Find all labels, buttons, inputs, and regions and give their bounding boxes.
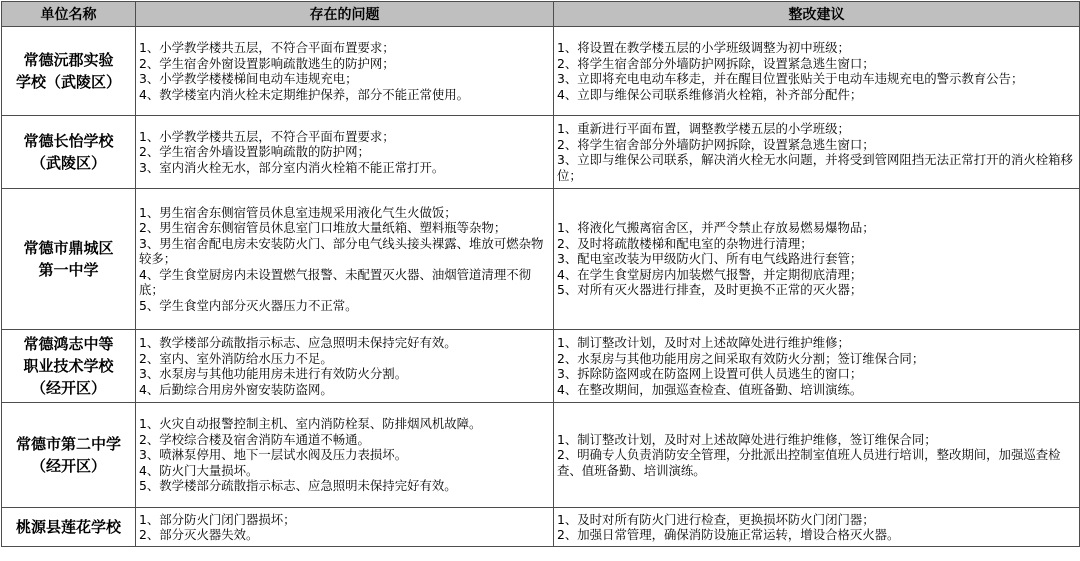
rectification-table (1, 1, 1080, 547)
table-row (2, 403, 1080, 508)
unit-name: 常德长怡学校 （武陵区） (2, 116, 136, 189)
table-row (2, 330, 1080, 403)
suggestions-cell: 1、重新进行平面布置，调整教学楼五层的小学班级； 2、将学生宿舍部分外墙防护网拆除，设置紧急逃生窗口； 3、立即与维保公司联系，解决消火栓无水问题，并将受到管网阻挡无法正常打开的消火栓箱移位； (554, 116, 1080, 189)
unit-name: 桃源县莲花学校 (2, 508, 136, 547)
unit-name: 常德市鼎城区 第一中学 (2, 189, 136, 330)
problems-cell: 1、部分防火门闭门器损坏； 2、部分灭火器失效。 (136, 508, 554, 547)
problems-cell: 1、男生宿舍东侧宿管员休息室违规采用液化气生火做饭； 2、男生宿舍东侧宿管员休息室门口堆放大量纸箱、塑料瓶等杂物； 3、男生宿舍配电房未安装防火门、部分电气线头接头裸露、堆放可燃杂物较多； 4、学生食堂厨房内未设置燃气报警、未配置灭火器、油烟管道清理不彻底； 5、学生食堂内部分灭火器压力不正常。 (136, 189, 554, 330)
header-unit: 单位名称 (2, 2, 136, 27)
table-row (2, 116, 1080, 189)
problems-cell: 1、小学教学楼共五层，不符合平面布置要求； 2、学生宿舍外窗设置影响疏散逃生的防护网； 3、小学教学楼楼梯间电动车违规充电； 4、教学楼室内消火栓未定期维护保养，部分不能正常使用。 (136, 27, 554, 116)
table-row (2, 189, 1080, 330)
suggestions-cell: 1、将液化气搬离宿舍区，并严令禁止存放易燃易爆物品； 2、及时将疏散楼梯和配电室的杂物进行清理； 3、配电室改装为甲级防火门、所有电气线路进行套管； 4、在学生食堂厨房内加装燃气报警，并定期彻底清理； 5、对所有灭火器进行排查，及时更换不正常的灭火器； (554, 189, 1080, 330)
table-row (2, 27, 1080, 116)
header-row (2, 2, 1080, 27)
suggestions-cell: 1、及时对所有防火门进行检查，更换损坏防火门闭门器； 2、加强日常管理，确保消防设施正常运转，增设合格灭火器。 (554, 508, 1080, 547)
problems-cell: 1、火灾自动报警控制主机、室内消防栓泵、防排烟风机故障。 2、学校综合楼及宿舍消防车通道不畅通。 3、喷淋泵停用、地下一层试水阀及压力表损坏。 4、防火门大量损坏。 5、教学楼部分疏散指示标志、应急照明未保持完好有效。 (136, 403, 554, 508)
suggestions-cell: 1、将设置在教学楼五层的小学班级调整为初中班级； 2、将学生宿舍部分外墙防护网拆除，设置紧急逃生窗口； 3、立即将充电电动车移走，并在醒目位置张贴关于电动车违规充电的警示教育公告； 4、立即与维保公司联系维修消火栓箱，补齐部分配件； (554, 27, 1080, 116)
header-suggestions: 整改建议 (554, 2, 1080, 27)
table-row (2, 508, 1080, 547)
problems-cell: 1、教学楼部分疏散指示标志、应急照明未保持完好有效。 2、室内、室外消防给水压力不足。 3、水泵房与其他功能用房未进行有效防火分割。 4、后勤综合用房外窗安装防盗网。 (136, 330, 554, 403)
unit-name: 常德市第二中学 （经开区） (2, 403, 136, 508)
suggestions-cell: 1、制订整改计划，及时对上述故障处进行维护维修； 2、水泵房与其他功能用房之间采取有效防火分割；签订维保合同； 3、拆除防盗网或在防盗网上设置可供人员逃生的窗口； 4、在整改期间，加强巡查检查、值班备勤、培训演练。 (554, 330, 1080, 403)
problems-cell: 1、小学教学楼共五层，不符合平面布置要求； 2、学生宿舍外墙设置影响疏散的防护网； 3、室内消火栓无水，部分室内消火栓箱不能正常打开。 (136, 116, 554, 189)
suggestions-cell: 1、制订整改计划，及时对上述故障处进行维护维修，签订维保合同； 2、明确专人负责消防安全管理，分批派出控制室值班人员进行培训，整改期间，加强巡查检查、值班备勤、培训演练。 (554, 403, 1080, 508)
unit-name: 常德鸿志中等 职业技术学校 （经开区） (2, 330, 136, 403)
header-problems: 存在的问题 (136, 2, 554, 27)
unit-name: 常德沅郡实验 学校（武陵区） (2, 27, 136, 116)
